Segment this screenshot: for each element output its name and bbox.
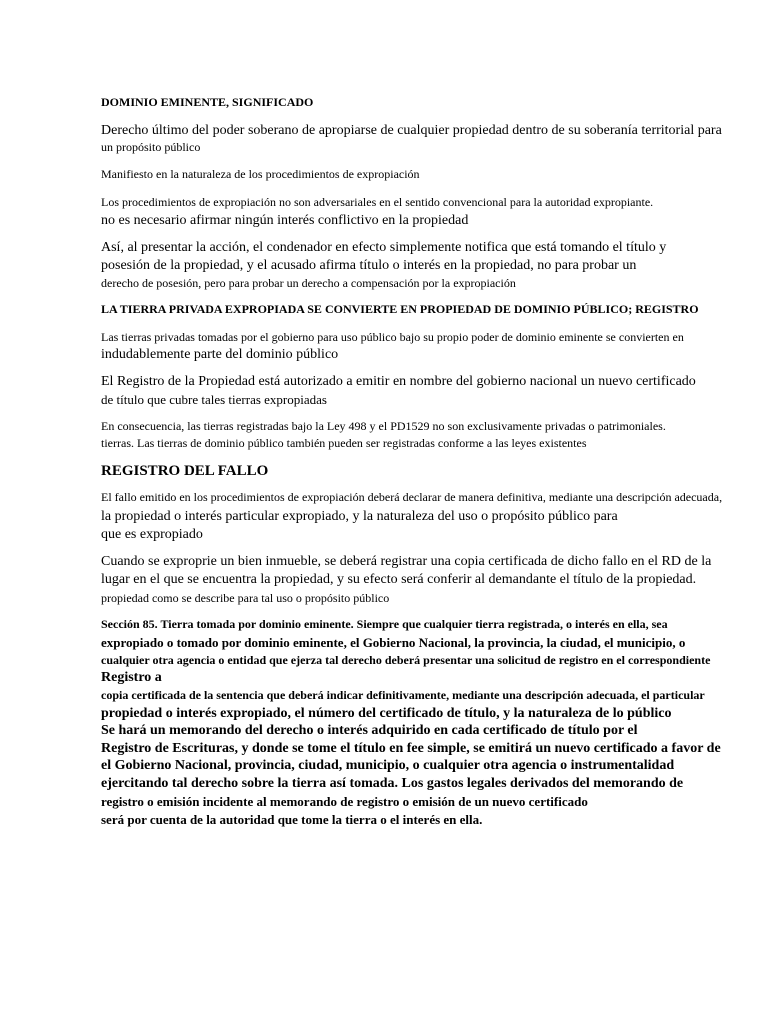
paragraph-8-line-3: que es expropiado <box>101 527 203 542</box>
section-85-line-2: expropiado o tomado por dominio eminente, el Gobierno Nacional, la provincia, la ciudad, el municipio, o <box>101 635 686 650</box>
paragraph-4-line-3: derecho de posesión, pero para probar un derecho a compensación por la expropiación <box>101 276 516 290</box>
paragraph-7-line-1: En consecuencia, las tierras registradas bajo la Ley 498 y el PD1529 no son exclusivamente privadas o patrimoniales. <box>101 419 666 433</box>
paragraph-9-line-1: Cuando se exproprie un bien inmueble, se deberá registrar una copia certificada de dicho fallo en el RD de la <box>101 554 712 569</box>
paragraph-8-line-1: El fallo emitido en los procedimientos de expropiación deberá declarar de manera definitiva, mediante una descripción adecuada, <box>101 490 723 504</box>
paragraph-6-line-1: El Registro de la Propiedad está autorizado a emitir en nombre del gobierno nacional un nuevo certificado <box>101 374 696 389</box>
paragraph-5-line-2: indudablemente parte del dominio público <box>101 347 339 362</box>
paragraph-2: Manifiesto en la naturaleza de los procedimientos de expropiación <box>101 167 420 181</box>
section-85-line-11: registro o emisión incidente al memorando de registro o emisión de un nuevo certificado <box>101 794 588 809</box>
paragraph-6-line-2: de título que cubre tales tierras expropiadas <box>101 392 327 407</box>
section-85-line-4: Registro a <box>101 670 162 685</box>
section-85-line-5: copia certificada de la sentencia que deberá indicar definitivamente, mediante una descripción adecuada, el particular <box>101 688 705 702</box>
heading-dominio-eminente: DOMINIO EMINENTE, SIGNIFICADO <box>101 95 314 109</box>
section-85-line-7: Se hará un memorando del derecho o interés adquirido en cada certificado de título por el <box>101 723 638 738</box>
paragraph-8-line-2: la propiedad o interés particular expropiado, y la naturaleza del uso o propósito público para <box>101 509 618 524</box>
section-85-line-10: ejercitando tal derecho sobre la tierra así tomada. Los gastos legales derivados del memorando de <box>101 776 684 791</box>
paragraph-9-line-2: lugar en el que se encuentra la propiedad, y su efecto será conferir al demandante el título de la propiedad. <box>101 572 697 587</box>
section-85-line-12: será por cuenta de la autoridad que tome la tierra o el interés en ella. <box>101 812 483 827</box>
section-85-line-8: Registro de Escrituras, y donde se tome el título en fee simple, se emitirá un nuevo certificado a favor de <box>101 741 721 756</box>
section-85-line-3: cualquier otra agencia o entidad que ejerza tal derecho deberá presentar una solicitud de registro en el correspondiente <box>101 653 711 667</box>
paragraph-5-line-1: Las tierras privadas tomadas por el gobierno para uso público bajo su propio poder de dominio eminente se convierten en <box>101 330 684 344</box>
paragraph-9-line-3: propiedad como se describe para tal uso o propósito público <box>101 591 390 605</box>
heading-tierra-privada: LA TIERRA PRIVADA EXPROPIADA SE CONVIERTE EN PROPIEDAD DE DOMINIO PÚBLICO; REGISTRO <box>101 302 699 316</box>
heading-registro-del-fallo: REGISTRO DEL FALLO <box>101 463 269 479</box>
paragraph-3-line-2: no es necesario afirmar ningún interés conflictivo en la propiedad <box>101 213 469 228</box>
paragraph-4-line-2: posesión de la propiedad, y el acusado afirma título o interés en la propiedad, no para probar un <box>101 258 637 273</box>
paragraph-1-line-1: Derecho último del poder soberano de apropiarse de cualquier propiedad dentro de su soberanía territorial para <box>101 123 722 138</box>
paragraph-4-line-1: Así, al presentar la acción, el condenador en efecto simplemente notifica que está tomando el título y <box>101 240 667 255</box>
paragraph-7-line-2: tierras. Las tierras de dominio público también pueden ser registradas conforme a las leyes existentes <box>101 436 587 450</box>
paragraph-1-line-2: un propósito público <box>101 140 201 154</box>
section-85-line-9: el Gobierno Nacional, provincia, ciudad, municipio, o cualquier otra agencia o instrumentalidad <box>101 758 675 773</box>
section-85-line-6: propiedad o interés expropiado, el número del certificado de título, y la naturaleza de lo público <box>101 706 672 721</box>
paragraph-3-line-1: Los procedimientos de expropiación no son adversariales en el sentido convencional para la autoridad expropiante. <box>101 195 654 209</box>
section-85-line-1: Sección 85. Tierra tomada por dominio eminente. Siempre que cualquier tierra registrada, o interés en ella, sea <box>101 617 668 631</box>
